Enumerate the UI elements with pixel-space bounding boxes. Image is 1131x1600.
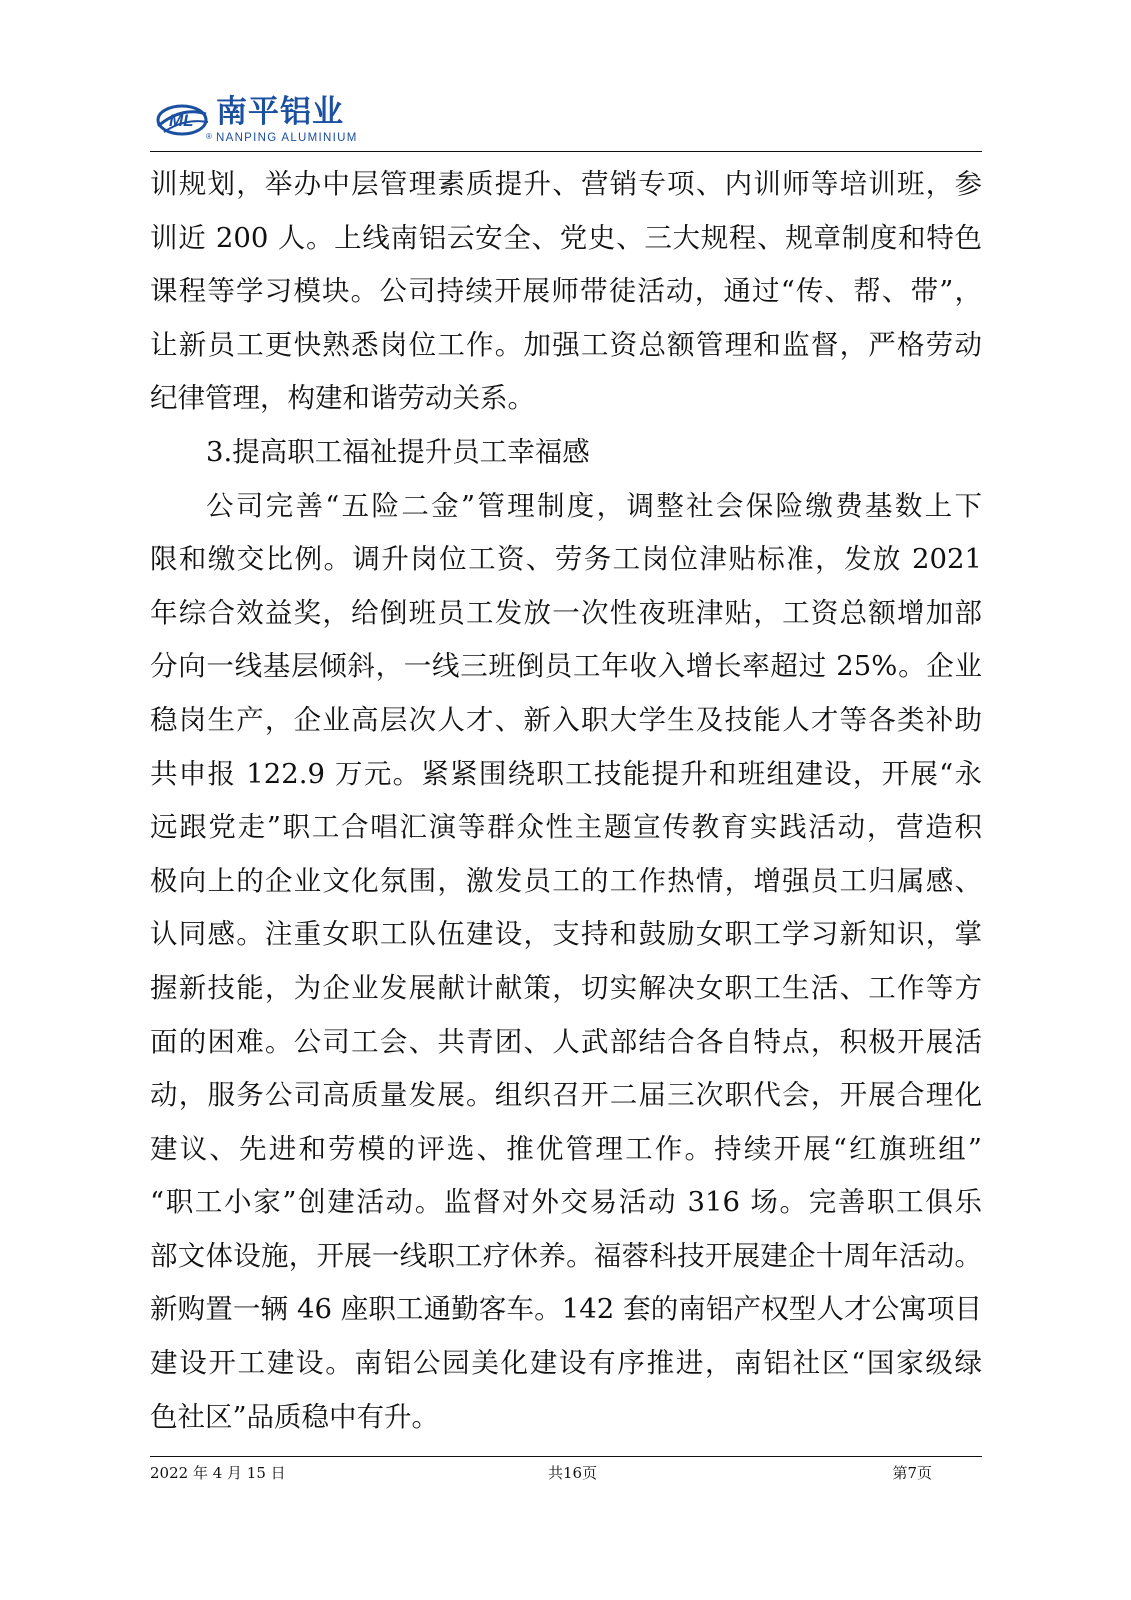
body-line: 认同感。注重女职工队伍建设，支持和鼓励女职工学习新知识，掌 — [150, 918, 982, 951]
body-line: 新购置一辆 46 座职工通勤客车。142 套的南铝产权型人才公寓项目 — [150, 1293, 982, 1326]
body-line: 课程等学习模块。公司持续开展师带徒活动，通过“传、帮、带”， — [150, 275, 982, 308]
body-line: 握新技能，为企业发展献计献策，切实解决女职工生活、工作等方 — [150, 971, 982, 1004]
section-heading: 3.提高职工福祉提升员工幸福感 — [206, 435, 590, 468]
footer-divider — [150, 1456, 982, 1457]
logo-english-name: NANPING ALUMINIUM — [216, 132, 358, 144]
body-line: 训近 200 人。上线南铝云安全、党史、三大规程、规章制度和特色 — [150, 221, 982, 254]
body-line: 建设开工建设。南铝公园美化建设有序推进，南铝社区“国家级绿 — [150, 1347, 982, 1380]
svg-text:ML: ML — [169, 111, 194, 130]
page-header — [150, 94, 982, 154]
page-body — [150, 158, 982, 1444]
body-line: 分向一线基层倾斜，一线三班倒员工年收入增长率超过 25%。企业 — [150, 650, 982, 683]
header-divider — [150, 151, 982, 152]
body-line: 稳岗生产，企业高层次人才、新入职大学生及技能人才等各类补助 — [150, 703, 982, 736]
body-line: 训规划，举办中层管理素质提升、营销专项、内训师等培训班，参 — [150, 168, 982, 200]
body-line: 远跟党走”职工合唱汇演等群众性主题宣传教育实践活动，营造积 — [150, 811, 982, 844]
body-line: 限和缴交比例。调升岗位工资、劳务工岗位津贴标准，发放 2021 — [150, 543, 982, 576]
body-line: 建议、先进和劳模的评选、推优管理工作。持续开展“红旗班组” — [150, 1132, 982, 1165]
body-line: 共申报 122.9 万元。紧紧围绕职工技能提升和班组建设，开展“永 — [150, 757, 982, 790]
body-line: 色社区”品质稳中有升。 — [150, 1400, 440, 1433]
body-line: 动，服务公司高质量发展。组织召开二届三次职代会，开展合理化 — [150, 1079, 982, 1112]
body-line: 让新员工更快熟悉岗位工作。加强工资总额管理和监督，严格劳动 — [150, 328, 982, 361]
body-line: 年综合效益奖，给倒班员工发放一次性夜班津贴，工资总额增加部 — [150, 596, 982, 629]
body-line: 纪律管理，构建和谐劳动关系。 — [150, 382, 535, 415]
company-logo — [154, 94, 484, 150]
body-line: 面的困难。公司工会、共青团、人武部结合各自特点，积极开展活 — [150, 1025, 982, 1058]
footer-page-number: 第7页 — [892, 1464, 932, 1482]
page-footer — [150, 1461, 982, 1485]
registered-mark: ® — [206, 132, 212, 141]
logo-chinese-name: 南平铝业 — [216, 94, 344, 130]
footer-total-pages: 共16页 — [548, 1464, 598, 1482]
body-line: 公司完善“五险二金”管理制度，调整社会保险缴费基数上下 — [206, 489, 982, 522]
footer-date: 2022 年 4 月 15 日 — [150, 1464, 286, 1482]
body-line: 极向上的企业文化氛围，激发员工的工作热情，增强员工归属感、 — [150, 864, 982, 897]
body-line: “职工小家”创建活动。监督对外交易活动 316 场。完善职工俱乐 — [150, 1186, 982, 1219]
body-line: 部文体设施，开展一线职工疗休养。福蓉科技开展建企十周年活动。 — [150, 1239, 982, 1272]
logo-emblem-icon — [154, 96, 210, 144]
